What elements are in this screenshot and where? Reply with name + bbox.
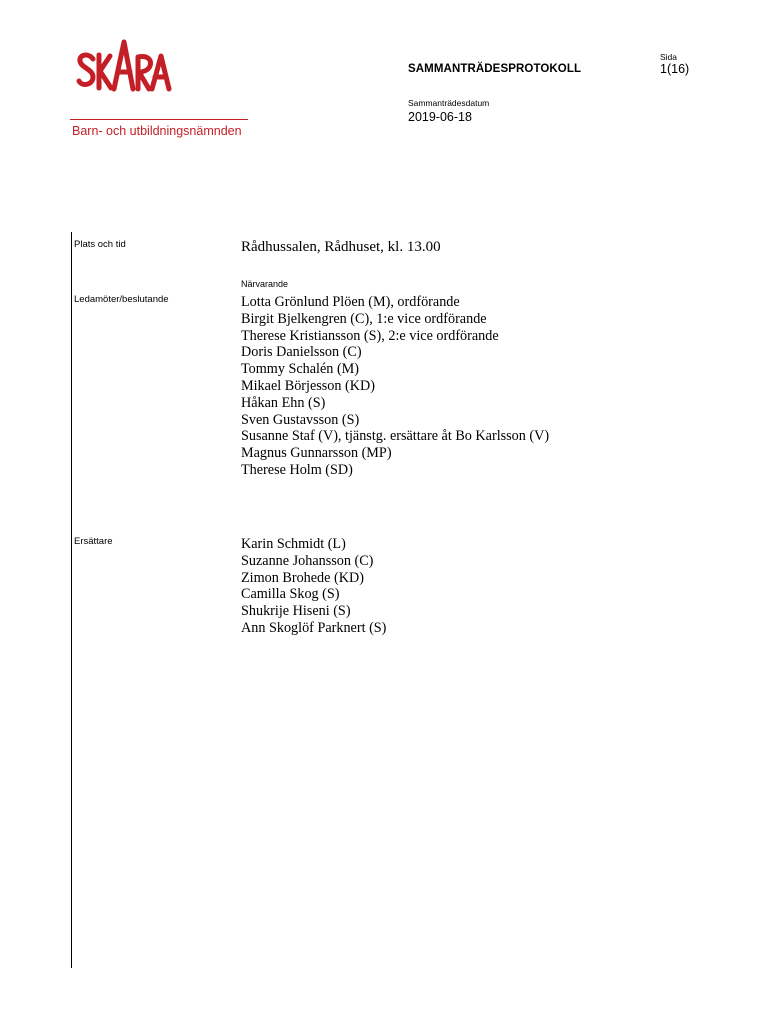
page-number: 1(16)	[660, 62, 690, 76]
list-item: Ann Skoglöf Parknert (S)	[241, 619, 387, 636]
list-item: Camilla Skog (S)	[241, 586, 340, 603]
list-item: Therese Kristiansson (S), 2:e vice ordförande	[241, 327, 499, 344]
place-value: Rådhussalen, Rådhuset, kl. 13.00	[241, 239, 441, 255]
list-item: Sven Gustavsson (S)	[241, 411, 360, 428]
list-item: Magnus Gunnarsson (MP)	[241, 445, 392, 462]
present-heading: Närvarande	[241, 279, 289, 289]
list-item: Tommy Schalén (M)	[241, 361, 360, 378]
place-label: Plats och tid	[74, 239, 126, 250]
substitutes-label: Ersättare	[74, 536, 113, 547]
substitutes-list	[241, 536, 386, 637]
list-item: Doris Danielsson (C)	[241, 344, 362, 361]
department-name: Barn- och utbildningsnämnden	[72, 124, 242, 138]
list-item: Håkan Ehn (S)	[241, 394, 326, 411]
margin-rule	[71, 232, 72, 968]
meeting-date-label: Sammanträdesdatum	[408, 98, 490, 108]
list-item: Zimon Brohede (KD)	[241, 569, 364, 586]
list-item: Shukrije Hiseni (S)	[241, 603, 351, 620]
list-item: Karin Schmidt (L)	[241, 536, 346, 552]
list-item: Birgit Bjelkengren (C), 1:e vice ordförande	[241, 310, 487, 327]
members-label: Ledamöter/beslutande	[74, 294, 169, 305]
document-title: SAMMANTRÄDESPROTOKOLL	[408, 63, 582, 75]
meeting-date: 2019-06-18	[408, 110, 472, 124]
skara-logo	[76, 38, 172, 94]
page-label: Sida	[660, 52, 678, 62]
members-list	[241, 294, 549, 479]
list-item: Suzanne Johansson (C)	[241, 552, 374, 569]
list-item: Therese Holm (SD)	[241, 461, 353, 478]
skara-logo-mark	[76, 38, 172, 94]
list-item: Susanne Staf (V), tjänstg. ersättare åt Bo Karlsson (V)	[241, 428, 550, 445]
list-item: Mikael Börjesson (KD)	[241, 377, 375, 394]
department-divider	[70, 119, 248, 120]
list-item: Lotta Grönlund Plöen (M), ordförande	[241, 294, 460, 310]
